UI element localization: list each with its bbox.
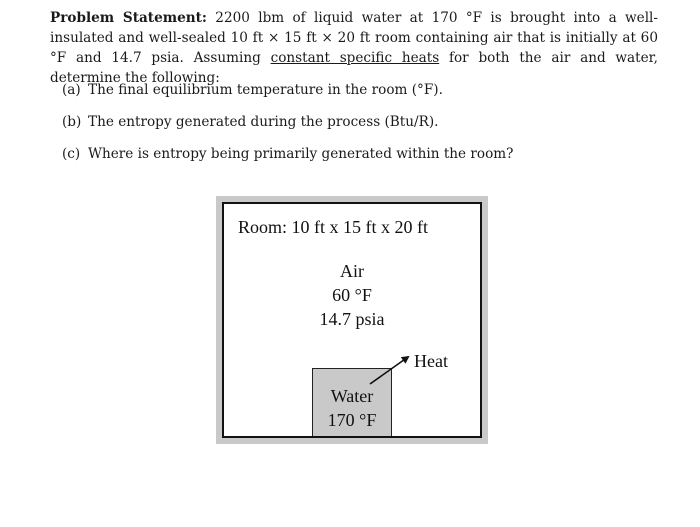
part-marker-b: (b) <box>62 114 82 130</box>
question-part-c <box>62 144 513 164</box>
part-text-c: Where is entropy being primarily generated within the room? <box>88 146 514 162</box>
question-part-b <box>62 112 438 132</box>
part-text-b: The entropy generated during the process (Btu/R). <box>88 114 439 130</box>
room-figure <box>216 196 488 444</box>
water-block <box>312 368 392 436</box>
problem-statement <box>50 8 658 88</box>
problem-statement-label: Problem Statement: <box>50 10 207 26</box>
problem-text-before: 2200 lbm of liquid water at 170 °F is brought into a well-insulated and well-sealed 10 ft × 15 ft × 20 ft room containing air that is initially at 60 °F and 14.7 psia. Assuming <box>50 10 658 66</box>
part-text-a: The final equilibrium temperature in the room (°F). <box>88 82 443 98</box>
room-box <box>222 202 482 438</box>
problem-text-after: for both the air and water, determine the following: <box>50 50 658 86</box>
air-pressure: 14.7 psia <box>319 309 385 329</box>
question-part-a <box>62 80 443 100</box>
part-marker-a: (a) <box>62 82 81 98</box>
problem-underlined-term: constant specific heats <box>270 50 440 66</box>
water-label: Water <box>330 386 374 406</box>
heat-label: Heat <box>414 351 448 371</box>
part-marker-c: (c) <box>62 146 81 162</box>
air-label: Air <box>340 261 364 281</box>
air-temperature: 60 °F <box>332 285 372 305</box>
water-temperature: 170 °F <box>327 410 377 430</box>
room-label: Room: 10 ft x 15 ft x 20 ft <box>238 217 428 237</box>
